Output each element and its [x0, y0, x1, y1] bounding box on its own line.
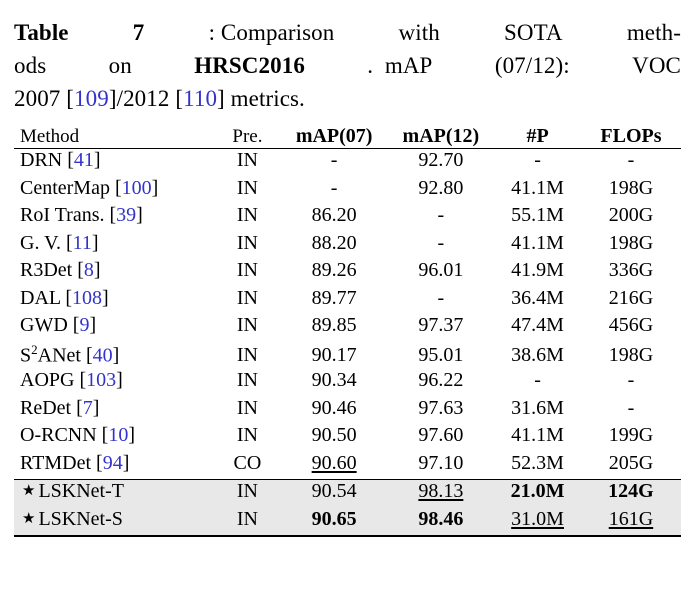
caption-word-ods: ods: [14, 53, 47, 78]
citation-link[interactable]: 108: [72, 286, 103, 309]
cell-map07: 90.54: [281, 480, 388, 508]
cell-flops: 198G: [608, 344, 654, 367]
table-caption: [14, 16, 681, 115]
cell-pre: IN: [236, 314, 258, 336]
cell-map07: 89.26: [311, 259, 357, 281]
cell-params: -: [494, 149, 581, 177]
table-row: [14, 424, 681, 452]
cell-pre: IN: [236, 231, 258, 254]
cell-map07: 88.20: [311, 231, 357, 254]
table-row: [14, 287, 681, 315]
cell-method: DRN [41]: [14, 149, 214, 177]
table-row: [14, 314, 681, 342]
cell-method: RTMDet [94]: [20, 451, 130, 474]
cell-method: ★ LSKNet-T: [14, 480, 214, 508]
cell-map12: -: [437, 204, 445, 226]
cell-params: 38.6M: [511, 344, 564, 367]
cell-flops: 200G: [608, 204, 654, 226]
cell-flops: -: [627, 396, 635, 419]
cell-flops: 336G: [608, 259, 654, 281]
table-row: [14, 259, 681, 287]
citation-link[interactable]: 9: [79, 314, 90, 336]
cell-flops: -: [627, 369, 635, 391]
cell-flops: 124G: [581, 480, 681, 508]
cell-map07: 90.17: [311, 344, 357, 367]
cell-pre: IN: [236, 507, 258, 530]
cell-pre: IN: [236, 344, 258, 367]
cell-pre: IN: [236, 204, 258, 226]
cell-params: 31.6M: [511, 396, 564, 419]
table-row-ours: [14, 480, 681, 508]
cell-map12: 97.10: [418, 451, 464, 474]
caption-word-on: on: [108, 53, 132, 78]
cell-params: 52.3M: [511, 451, 564, 474]
cell-method: ★ LSKNet-S: [22, 507, 123, 530]
citation-link[interactable]: 10: [108, 424, 129, 446]
cell-map12: 96.22: [418, 369, 464, 391]
cell-params: -: [534, 369, 541, 391]
caption-citation-110[interactable]: 110: [183, 86, 218, 111]
caption-citation-109[interactable]: 109: [74, 86, 109, 111]
cell-method: CenterMap [100]: [20, 176, 159, 199]
caption-year-2012: ]/2012 [: [108, 86, 184, 111]
caption-word-0712: (07/12):: [494, 53, 570, 78]
table-row: [14, 204, 681, 232]
cell-map07: 90.50: [311, 424, 357, 446]
cell-map12: 97.63: [418, 396, 464, 419]
caption-word-map: . mAP: [367, 53, 433, 78]
cell-flops: 199G: [608, 424, 654, 446]
citation-link[interactable]: 7: [82, 396, 93, 419]
caption-word-sota: SOTA: [504, 20, 563, 45]
table-header-row: [14, 125, 681, 149]
cell-map12: 96.01: [418, 259, 464, 281]
caption-word-meth: meth-: [626, 20, 681, 45]
cell-map12: -: [437, 231, 445, 254]
cell-flops: 216G: [608, 286, 654, 309]
cell-flops: 456G: [608, 314, 654, 336]
cell-map07: -: [330, 176, 338, 199]
cell-pre: IN: [236, 286, 258, 309]
cell-pre: IN: [214, 149, 281, 177]
cell-params: 21.0M: [494, 480, 581, 508]
table-header: [14, 125, 681, 149]
sota-comparison-table: [14, 125, 681, 541]
table-body: [14, 149, 681, 542]
star-icon: ★: [22, 510, 36, 527]
caption-label: Table: [14, 20, 69, 45]
table-row: [14, 232, 681, 260]
caption-metrics-word: ] metrics.: [217, 86, 305, 111]
cell-map12: 95.01: [418, 344, 464, 367]
cell-map07: 90.65: [311, 507, 357, 530]
caption-year-2007: 2007 [: [14, 86, 75, 111]
table-row: [14, 369, 681, 397]
cell-pre: IN: [236, 176, 258, 199]
cell-method: O-RCNN [10]: [20, 424, 136, 446]
cell-map07: -: [281, 149, 388, 177]
cell-method: AOPG [103]: [20, 369, 123, 391]
cell-params: 41.1M: [511, 424, 564, 446]
cell-pre: IN: [214, 480, 281, 508]
header-flops: FLOPs: [600, 125, 662, 147]
cell-map07: 89.85: [311, 314, 357, 336]
cell-map12: 92.80: [418, 176, 464, 199]
cell-method: R3Det [8]: [20, 259, 101, 281]
citation-link[interactable]: 39: [116, 204, 137, 226]
header-pre: Pre.: [232, 126, 263, 147]
cell-method: GWD [9]: [20, 314, 97, 336]
citation-link[interactable]: 8: [83, 259, 94, 281]
cell-params: 41.1M: [511, 176, 564, 199]
caption-line-2: [14, 49, 681, 82]
cell-map07: 89.77: [311, 286, 357, 309]
cell-params: 31.0M: [511, 507, 564, 530]
citation-link[interactable]: 40: [92, 344, 113, 367]
cell-map12: 97.37: [418, 314, 464, 336]
citation-link[interactable]: 100: [121, 176, 152, 199]
cell-method: $S^2ANet$ [40]: [20, 341, 120, 367]
cell-map12: 98.46: [418, 507, 464, 530]
cell-method: DAL [108]: [20, 286, 109, 309]
caption-dataset-name: HRSC2016: [194, 53, 305, 78]
cell-flops: 161G: [608, 507, 654, 530]
cell-pre: CO: [233, 451, 262, 474]
cell-map12: 92.70: [388, 149, 495, 177]
table-row-ours: [14, 508, 681, 537]
table-row: [14, 149, 681, 177]
cell-params: 47.4M: [511, 314, 564, 336]
cell-flops: -: [581, 149, 681, 177]
cell-pre: IN: [236, 259, 258, 281]
caption-word-voc: VOC: [632, 53, 681, 78]
caption-word-with: with: [398, 20, 440, 45]
cell-params: 41.1M: [511, 231, 564, 254]
cell-method: RoI Trans. [39]: [20, 204, 143, 226]
table-row: [14, 452, 681, 480]
cell-map07: 86.20: [311, 204, 357, 226]
cell-params: 41.9M: [511, 259, 564, 281]
cell-pre: IN: [236, 424, 258, 446]
table-row: [14, 397, 681, 425]
cell-method: G. V. [11]: [20, 231, 99, 254]
citation-link[interactable]: 94: [102, 451, 123, 474]
cell-map07: 90.34: [311, 369, 357, 391]
cell-flops: 205G: [608, 451, 654, 474]
table-row: [14, 342, 681, 370]
header-map07: mAP(07): [295, 125, 373, 147]
caption-line-3: [14, 82, 681, 115]
caption-colon-word-comparison: : Comparison: [208, 20, 335, 45]
star-icon: ★: [22, 483, 36, 499]
cell-map07: 90.60: [311, 451, 357, 474]
cell-pre: IN: [236, 396, 258, 419]
caption-number: 7: [132, 20, 145, 45]
cell-params: 36.4M: [511, 286, 564, 309]
cell-map12: -: [437, 286, 445, 309]
cell-map12: 98.13: [388, 480, 495, 508]
cell-pre: IN: [236, 369, 258, 391]
caption-line-1: [14, 16, 681, 49]
table-row: [14, 177, 681, 205]
cell-flops: 198G: [608, 176, 654, 199]
citation-link[interactable]: 11: [72, 231, 92, 254]
table-bottom-rule: [14, 536, 681, 541]
citation-link[interactable]: 103: [86, 369, 117, 391]
cell-flops: 198G: [608, 231, 654, 254]
header-method: Method: [20, 126, 80, 147]
cell-map07: 90.46: [311, 396, 357, 419]
header-map12: mAP(12): [402, 125, 480, 147]
citation-link[interactable]: 41: [73, 149, 94, 171]
cell-map12: 97.60: [418, 424, 464, 446]
cell-method: ReDet [7]: [20, 396, 100, 419]
header-params: #P: [526, 125, 549, 147]
cell-params: 55.1M: [511, 204, 564, 226]
